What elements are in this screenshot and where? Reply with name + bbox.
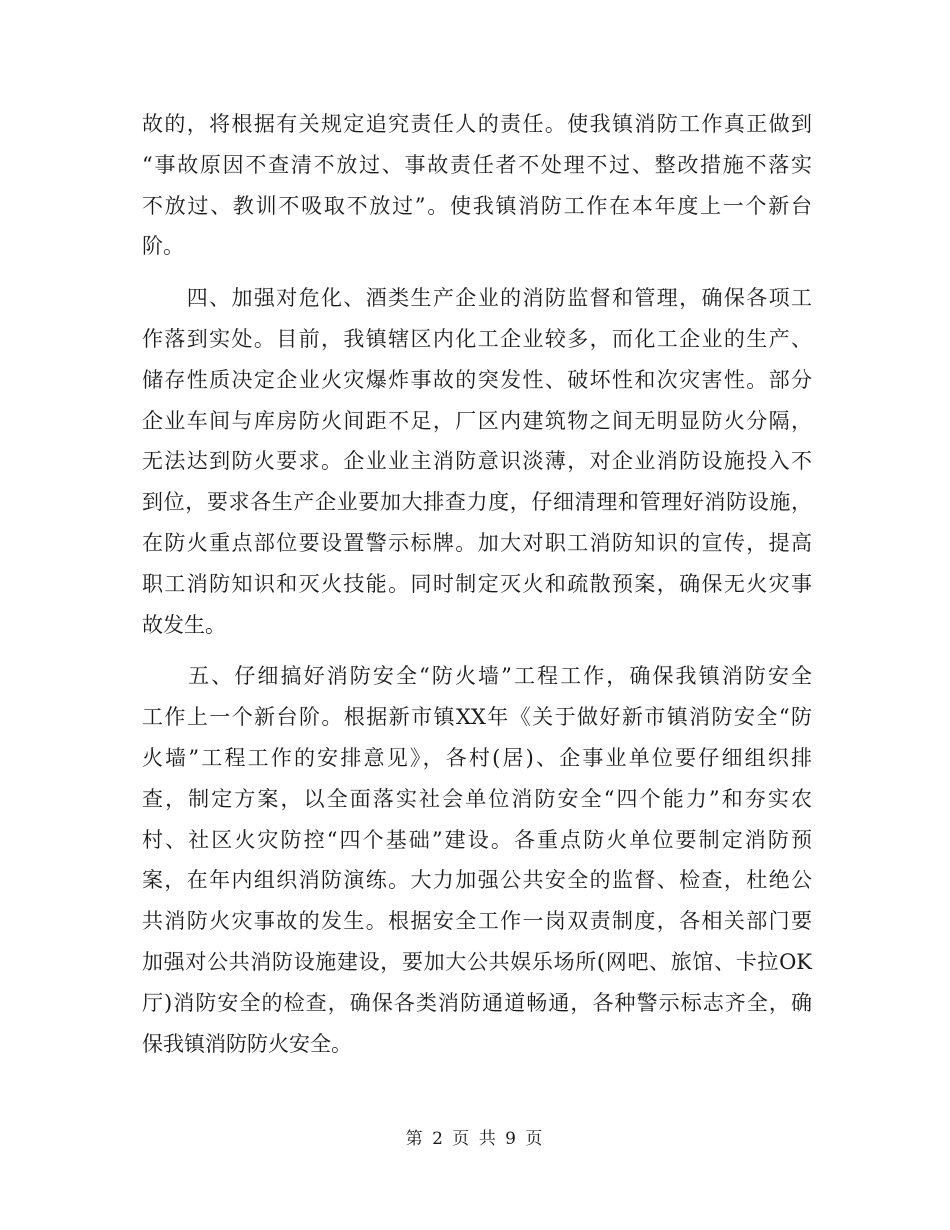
- text-line: 共消防火灾事故的发生。根据安全工作一岗双责制度，各相关部门要: [142, 909, 812, 934]
- text-line: 村、社区火灾防控“四个基础”建设。各重点防火单位要制定消防预: [142, 827, 812, 852]
- text-line: 阶。: [142, 234, 184, 259]
- text-line: 故的，将根据有关规定追究责任人的责任。使我镇消防工作真正做到: [142, 112, 812, 136]
- text-line: “事故原因不查清不放过、事故责任者不处理不过、整改措施不落实: [142, 152, 812, 177]
- paragraph-gap: [142, 267, 812, 278]
- text-line: 保我镇消防防火安全。: [142, 1031, 352, 1056]
- text-line: 火墙”工程工作的安排意见》，各村(居)、企事业单位要仔细组织排: [142, 745, 812, 770]
- page-footer: 第 2 页 共 9 页: [405, 1129, 545, 1149]
- paragraph: [142, 278, 812, 645]
- text-line: 企业车间与库房防火间距不足，厂区内建筑物之间无明显防火分隔，: [142, 408, 812, 433]
- text-line: 厅)消防安全的检查，确保各类消防通道畅通，各种警示标志齐全，确: [142, 990, 812, 1015]
- text-line: 不放过、教训不吸取不放过”。使我镇消防工作在本年度上一个新台: [142, 193, 812, 218]
- text-line: 工作上一个新台阶。根据新市镇XX年《关于做好新市镇消防安全“防: [142, 705, 812, 730]
- text-line: 在防火重点部位要设置警示标牌。加大对职工消防知识的宣传，提高: [142, 530, 812, 555]
- text-line: 储存性质决定企业火灾爆炸事故的突发性、破坏性和次灾害性。部分: [142, 367, 812, 392]
- text-line: 五、仔细搞好消防安全“防火墙”工程工作，确保我镇消防安全: [142, 664, 812, 689]
- document-body: [142, 104, 812, 1064]
- text-line: 查，制定方案，以全面落实社会单位消防安全“四个能力”和夯实农: [142, 786, 812, 811]
- text-line: 案，在年内组织消防演练。大力加强公共安全的监督、检查，杜绝公: [142, 868, 812, 893]
- text-line: 加强对公共消防设施建设，要加大公共娱乐场所(网吧、旅馆、卡拉OK: [142, 949, 812, 974]
- paragraph: [142, 656, 812, 1064]
- paragraph-gap: [142, 645, 812, 656]
- text-line: 无法达到防火要求。企业业主消防意识淡薄，对企业消防设施投入不: [142, 449, 812, 474]
- text-line: 到位，要求各生产企业要加大排查力度，仔细清理和管理好消防设施，: [142, 490, 812, 515]
- text-line: 职工消防知识和灭火技能。同时制定灭火和疏散预案，确保无火灾事: [142, 571, 812, 596]
- paragraph: [142, 104, 812, 267]
- text-line: 作落到实处。目前，我镇辖区内化工企业较多，而化工企业的生产、: [142, 326, 812, 351]
- text-line: 故发生。: [142, 612, 226, 637]
- text-line: 四、加强对危化、酒类生产企业的消防监督和管理，确保各项工: [142, 286, 812, 311]
